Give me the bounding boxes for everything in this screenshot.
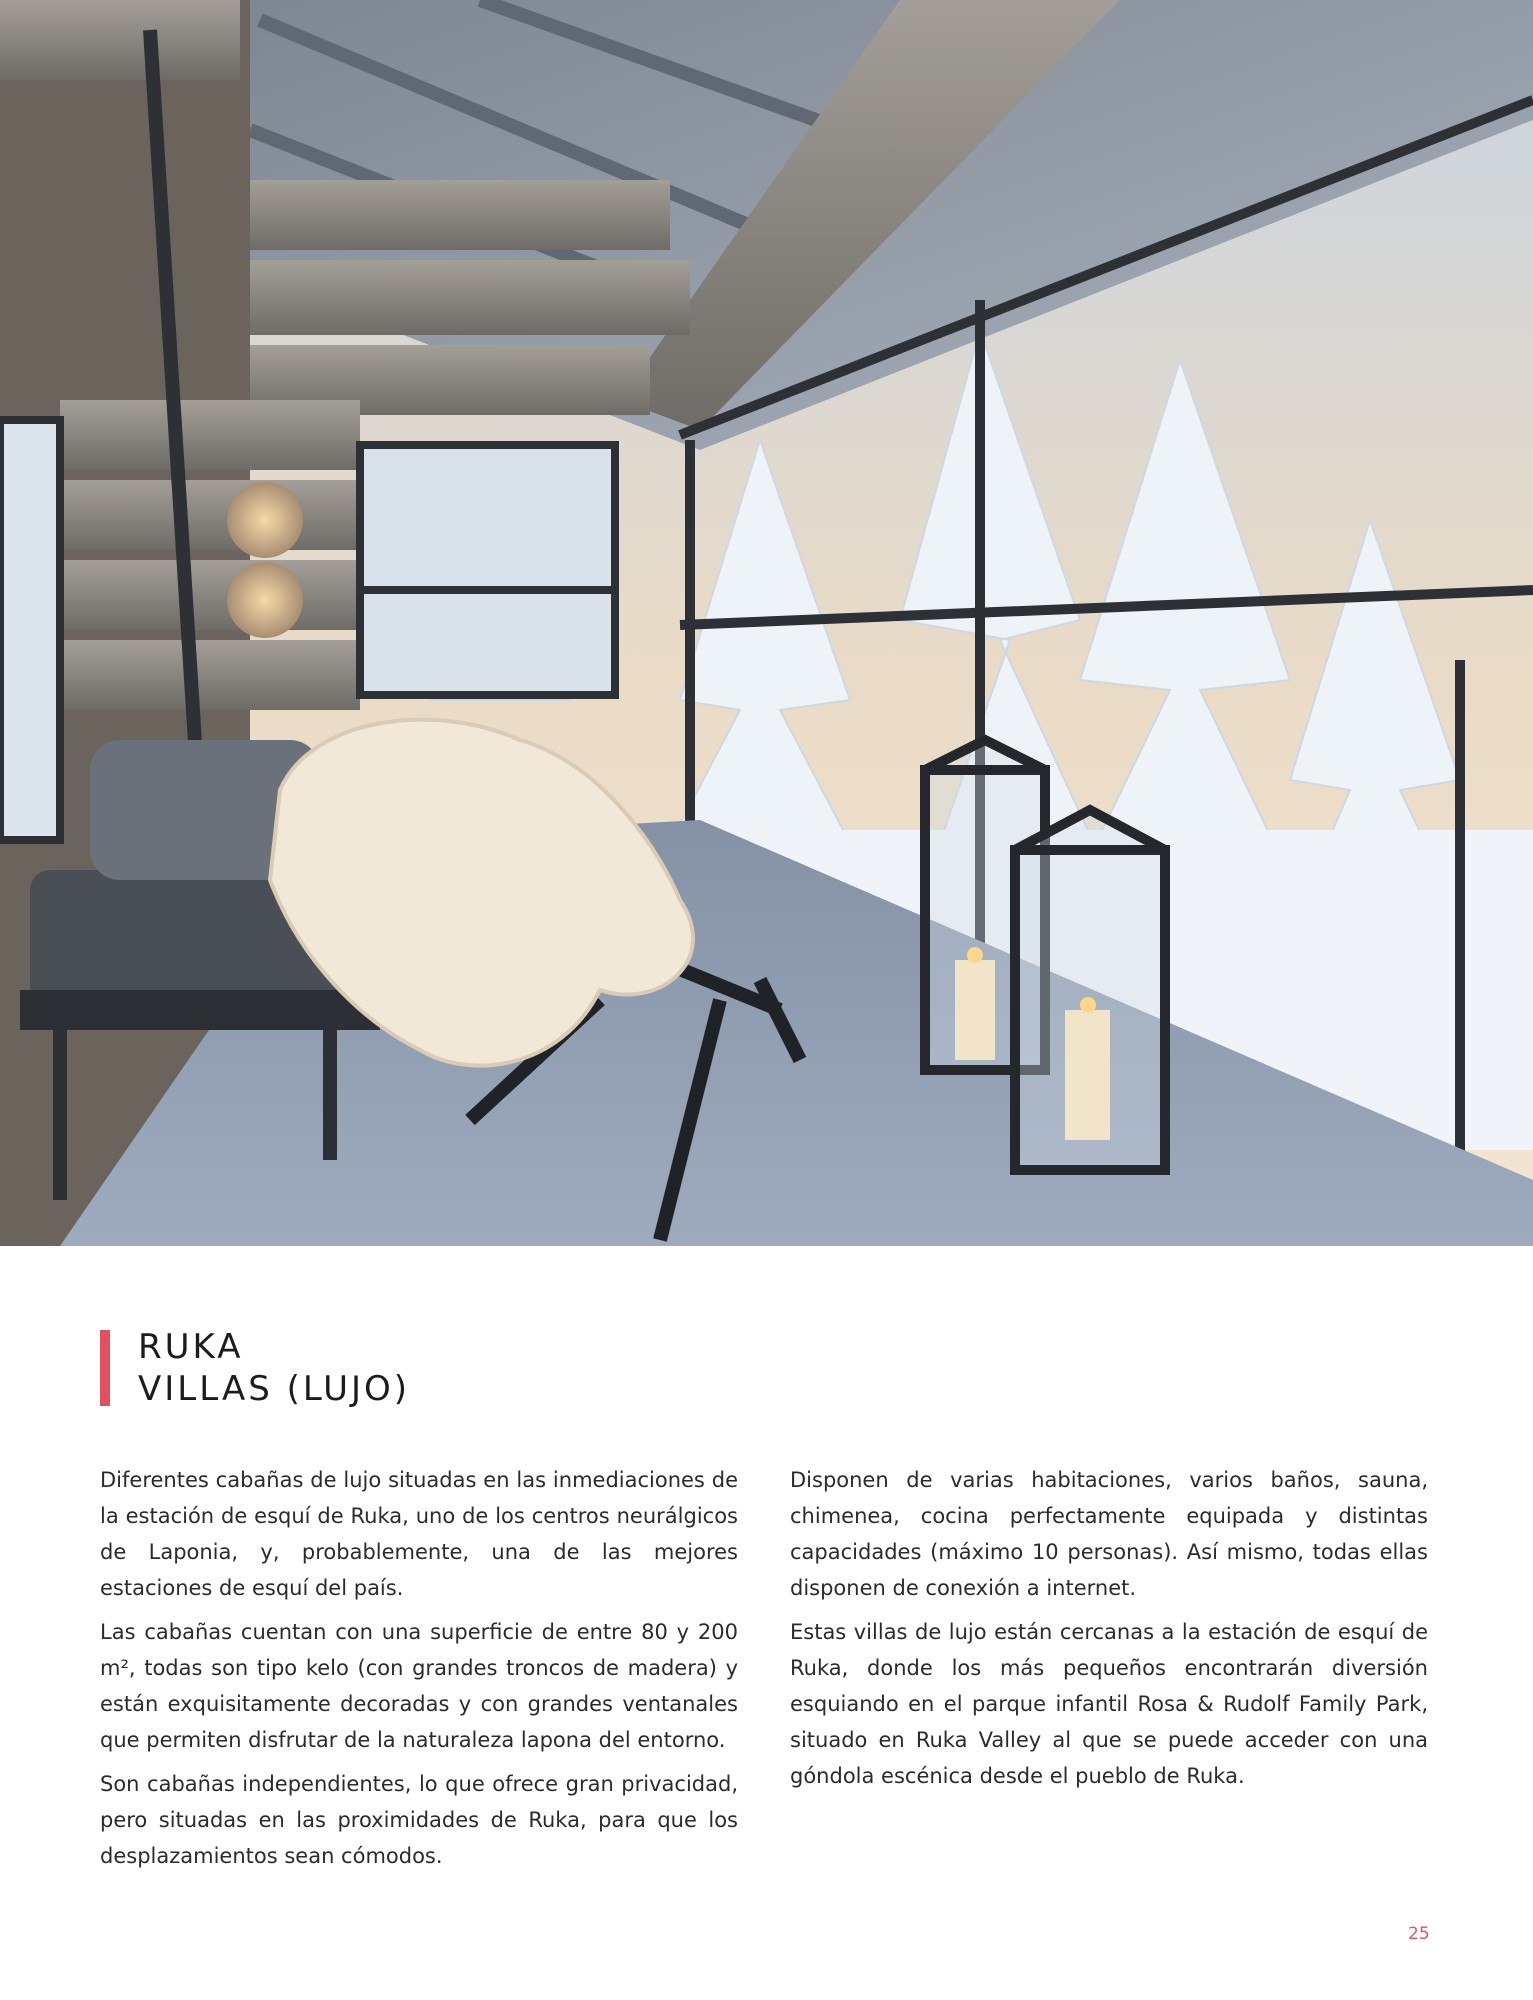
paragraph: Estas villas de lujo están cercanas a la estación de esquí de Ruka, donde los más pequeños encontrarán diversión esquiando en el parque infantil Rosa & Rudolf Family Park, situado en Ruka Valley al que se puede acceder con una góndola escénica desde el pueblo de Ruka. — [790, 1620, 1428, 1788]
page-number: 25 — [1408, 1924, 1430, 1944]
body-column-right — [790, 1462, 1428, 1802]
paragraph: Las cabañas cuentan con una superficie de entre 80 y 200 m², todas son tipo kelo (con grandes troncos de madera) y están exquisitamente decoradas y con grandes ventanales que permiten disfrutar de la naturaleza lapona del entorno. — [100, 1620, 738, 1752]
paragraph: Disponen de varias habitaciones, varios baños, sauna, chimenea, cocina perfectamente equipada y distintas capacidades (máximo 10 personas). Así mismo, todas ellas disponen de conexión a internet. — [790, 1468, 1428, 1600]
paragraph: Son cabañas independientes, lo que ofrece gran privacidad, pero situadas en las proximidades de Ruka, para que los desplazamientos sean cómodos. — [100, 1772, 738, 1868]
heading-line-2: VILLAS (LUJO) — [138, 1369, 411, 1409]
heading-line-1: RUKA — [138, 1327, 244, 1367]
heading-accent-bar — [100, 1330, 110, 1406]
body-column-left — [100, 1462, 738, 1882]
paragraph: Diferentes cabañas de lujo situadas en las inmediaciones de la estación de esquí de Ruka, uno de los centros neurálgicos de Laponia, y, probablemente, una de las mejores estaciones de esquí del país. — [100, 1468, 738, 1600]
